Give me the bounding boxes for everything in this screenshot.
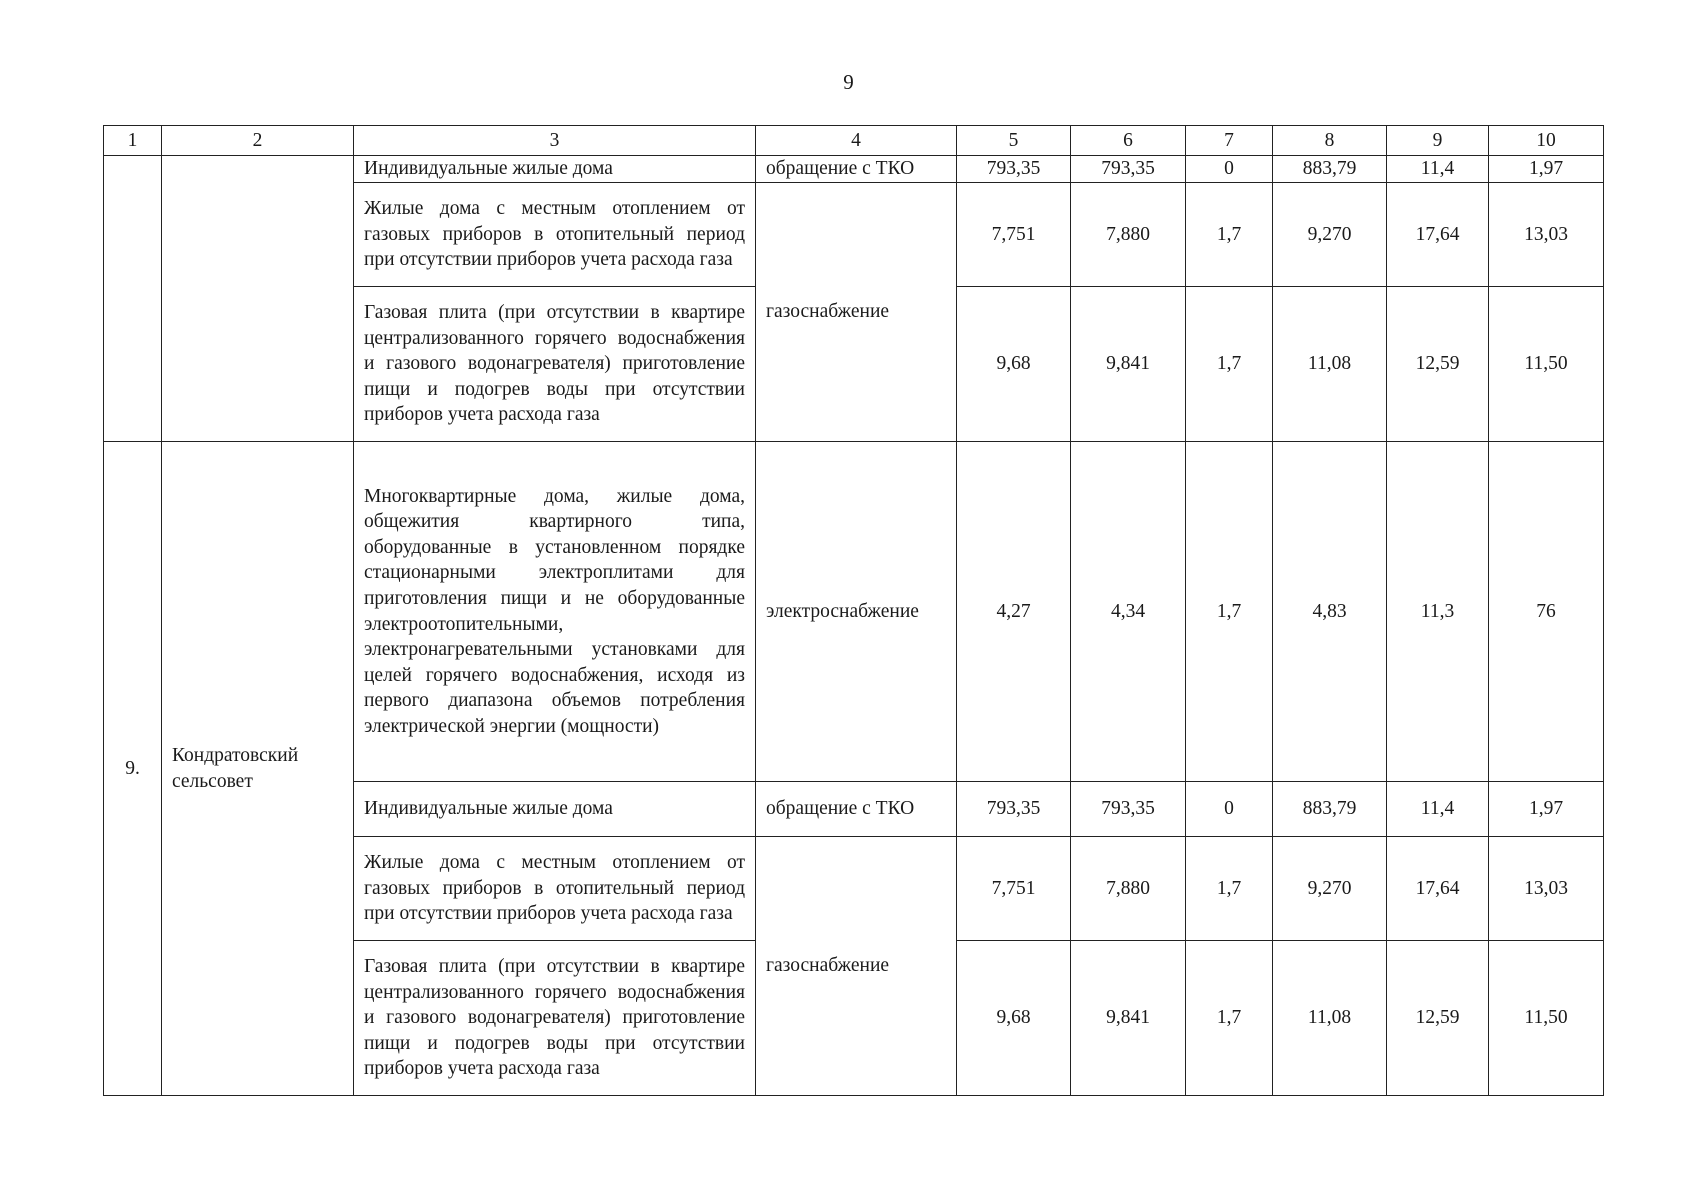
value-cell: 4,27 (957, 442, 1071, 782)
value-cell: 793,35 (957, 156, 1071, 183)
value-cell: 9,68 (957, 287, 1071, 442)
tariff-table (103, 125, 1604, 1096)
consumer-cell: Газовая плита (при отсутствии в квартире централизованного горячего водоснабжения и газового водонагревателя) приготовление пищи и подогрев воды при отсутствии приборов учета расхода газа (354, 287, 756, 442)
value-cell: 11,50 (1489, 287, 1604, 442)
value-cell: 11,4 (1387, 156, 1489, 183)
consumer-cell: Жилые дома с местным отоплением от газовых приборов в отопительный период при отсутствии приборов учета расхода газа (354, 183, 756, 287)
header-cell: 1 (104, 126, 162, 156)
consumer-cell: Индивидуальные жилые дома (354, 156, 756, 183)
value-cell: 793,35 (957, 782, 1071, 837)
table-row (104, 156, 1604, 183)
value-cell: 4,83 (1273, 442, 1387, 782)
value-cell: 793,35 (1071, 156, 1186, 183)
value-cell: 793,35 (1071, 782, 1186, 837)
value-cell: 13,03 (1489, 837, 1604, 941)
value-cell: 76 (1489, 442, 1604, 782)
consumer-cell: Жилые дома с местным отоплением от газовых приборов в отопительный период при отсутствии приборов учета расхода газа (354, 837, 756, 941)
value-cell: 883,79 (1273, 156, 1387, 183)
value-cell: 4,34 (1071, 442, 1186, 782)
service-cell: газоснабжение (756, 837, 957, 1096)
value-cell: 1,7 (1186, 183, 1273, 287)
value-cell: 9,270 (1273, 837, 1387, 941)
value-cell: 7,880 (1071, 837, 1186, 941)
value-cell: 0 (1186, 156, 1273, 183)
table-row (104, 442, 1604, 782)
table-header-row (104, 126, 1604, 156)
value-cell: 1,7 (1186, 287, 1273, 442)
index-cell: 9. (104, 442, 162, 1096)
consumer-cell: Индивидуальные жилые дома (354, 782, 756, 837)
consumer-cell: Газовая плита (при отсутствии в квартире централизованного горячего водоснабжения и газового водонагревателя) приготовление пищи и подогрев воды при отсутствии приборов учета расхода газа (354, 941, 756, 1096)
header-cell: 5 (957, 126, 1071, 156)
page-number: 9 (843, 70, 854, 94)
header-cell: 4 (756, 126, 957, 156)
value-cell: 11,08 (1273, 287, 1387, 442)
value-cell: 11,08 (1273, 941, 1387, 1096)
service-cell: электроснабжение (756, 442, 957, 782)
header-cell: 8 (1273, 126, 1387, 156)
consumer-cell: Многоквартирные дома, жилые дома, общежития квартирного типа, оборудованные в установленном порядке стационарными электроплитами для приготовления пищи и не оборудованные электроотопительными, электронагревательными установками для целей горячего водоснабжения, исходя из первого диапазона объемов потребления электрической энергии (мощности) (354, 442, 756, 782)
municipality-cell (162, 156, 354, 442)
value-cell: 1,7 (1186, 941, 1273, 1096)
value-cell: 11,4 (1387, 782, 1489, 837)
header-cell: 3 (354, 126, 756, 156)
service-cell: обращение с ТКО (756, 156, 957, 183)
value-cell: 9,841 (1071, 287, 1186, 442)
value-cell: 17,64 (1387, 183, 1489, 287)
header-cell: 10 (1489, 126, 1604, 156)
value-cell: 1,97 (1489, 156, 1604, 183)
header-cell: 2 (162, 126, 354, 156)
header-cell: 9 (1387, 126, 1489, 156)
value-cell: 9,841 (1071, 941, 1186, 1096)
service-cell: газоснабжение (756, 183, 957, 442)
index-cell (104, 156, 162, 442)
value-cell: 7,751 (957, 837, 1071, 941)
header-cell: 7 (1186, 126, 1273, 156)
municipality-cell: Кондратовский сельсовет (162, 442, 354, 1096)
value-cell: 7,751 (957, 183, 1071, 287)
value-cell: 9,270 (1273, 183, 1387, 287)
value-cell: 9,68 (957, 941, 1071, 1096)
value-cell: 1,7 (1186, 442, 1273, 782)
value-cell: 12,59 (1387, 287, 1489, 442)
value-cell: 1,97 (1489, 782, 1604, 837)
value-cell: 11,3 (1387, 442, 1489, 782)
value-cell: 883,79 (1273, 782, 1387, 837)
value-cell: 13,03 (1489, 183, 1604, 287)
value-cell: 11,50 (1489, 941, 1604, 1096)
value-cell: 7,880 (1071, 183, 1186, 287)
value-cell: 12,59 (1387, 941, 1489, 1096)
value-cell: 0 (1186, 782, 1273, 837)
header-cell: 6 (1071, 126, 1186, 156)
service-cell: обращение с ТКО (756, 782, 957, 837)
value-cell: 17,64 (1387, 837, 1489, 941)
value-cell: 1,7 (1186, 837, 1273, 941)
